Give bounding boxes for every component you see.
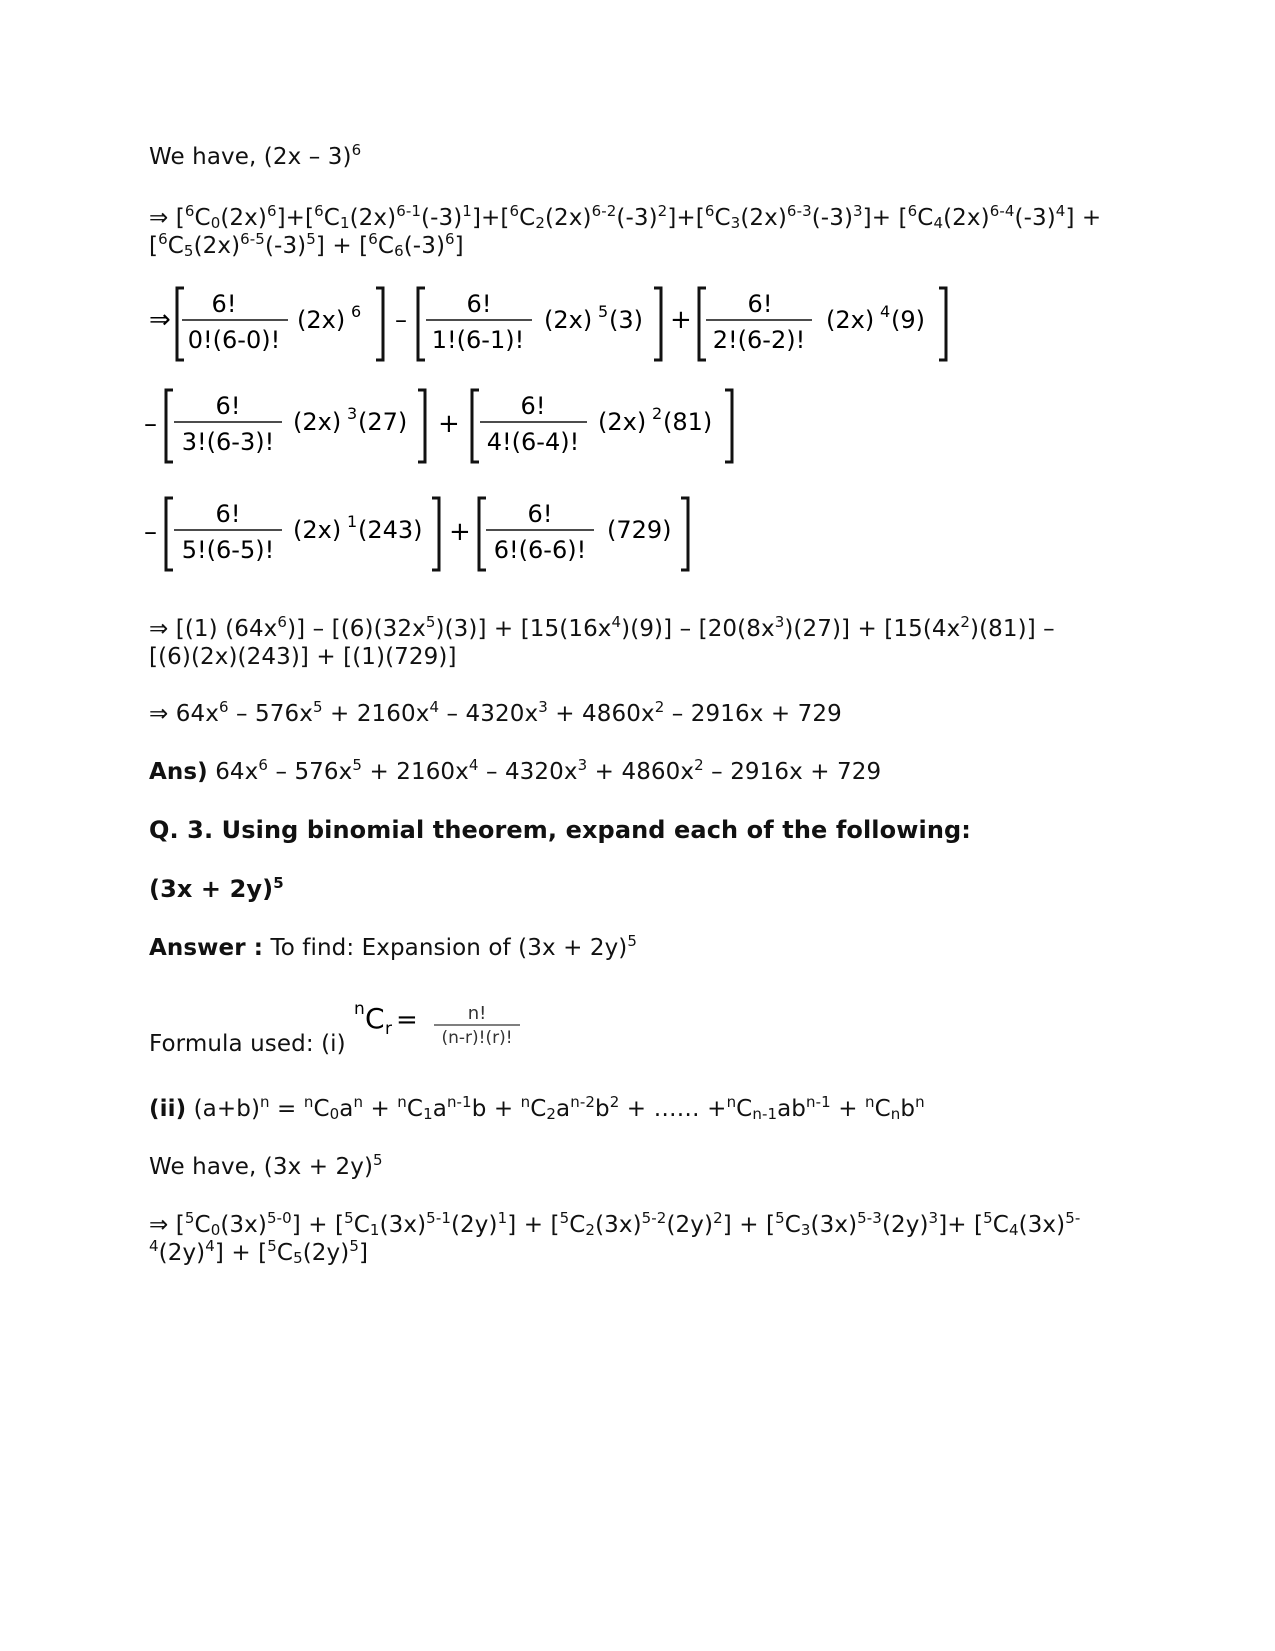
svg-text:(81): (81) bbox=[663, 408, 713, 436]
term4-denominator: 4!(6-4)! bbox=[486, 428, 580, 456]
formula-ii-label: (ii) bbox=[149, 1096, 187, 1122]
implies-symbol: ⇒ bbox=[149, 305, 171, 335]
svg-text:1: 1 bbox=[347, 512, 358, 531]
expansion-general-line-a: ⇒ $[^6C_0(2x)^6]+[^6C_1(2x)^{6-1}(-3)^1]+[^6C_2(2x)^{6-2}(-3)^2]+[^6C_3(2x)^{6-3}(-3)^3]+ [^6C_4(2x)^{6-4}(-3)^4]$ + bbox=[149, 202, 1102, 232]
term1-numerator: 6! bbox=[466, 290, 492, 318]
term6-numerator: 6! bbox=[527, 500, 553, 528]
svg-text:+: + bbox=[449, 517, 471, 547]
svg-text:(243): (243) bbox=[358, 516, 423, 544]
term3-denominator: 3!(6-3)! bbox=[181, 428, 275, 456]
ncr-formula-image bbox=[352, 994, 532, 1062]
term5-numerator: 6! bbox=[215, 500, 241, 528]
svg-text:(3): (3) bbox=[609, 306, 643, 334]
term1-denominator: 1!(6-1)! bbox=[431, 326, 525, 354]
svg-text:–: – bbox=[395, 306, 407, 334]
svg-text:+: + bbox=[670, 305, 692, 335]
svg-text:(2x): (2x) bbox=[544, 306, 593, 334]
svg-text:(2x): (2x) bbox=[598, 408, 647, 436]
svg-text:5: 5 bbox=[598, 302, 609, 321]
term3-numerator: 6! bbox=[215, 392, 241, 420]
factorial-expansion-image bbox=[140, 282, 980, 582]
answer-intro: Answer : To find: Expansion of $(3x + 2y)^5$ bbox=[149, 932, 638, 961]
svg-text:(27): (27) bbox=[358, 408, 408, 436]
svg-text:(9): (9) bbox=[891, 306, 925, 334]
term2-denominator: 2!(6-2)! bbox=[712, 326, 806, 354]
binomial-formula-line: (ii) $(a+b)^n = ^nC_0a^n + ^nC_1a^{n-1}b + ^nC_2a^{n-2}b^2$ + …… $+^nC_{n-1}ab^{n-1} + ^nC_nb^n$ bbox=[149, 1093, 925, 1123]
answer-intro-label: Answer : bbox=[149, 935, 264, 961]
svg-text:n!: n! bbox=[467, 1003, 487, 1024]
term5-denominator: 5!(6-5)! bbox=[181, 536, 275, 564]
svg-text:=: = bbox=[396, 1005, 418, 1035]
svg-text:(n-r)!(r)!: (n-r)!(r)! bbox=[441, 1028, 513, 1048]
svg-text:3: 3 bbox=[347, 404, 358, 423]
term6-denominator: 6!(6-6)! bbox=[493, 536, 587, 564]
answer-label: Ans) bbox=[149, 759, 208, 785]
formula-used-label: Formula used: (i) bbox=[149, 1031, 346, 1057]
term2-numerator: 6! bbox=[747, 290, 773, 318]
term4-numerator: 6! bbox=[520, 392, 546, 420]
expansion-second-line-a: ⇒ $[^5C_0(3x)^{5-0}] + [^5C_1(3x)^{5-1}(2y)^1] + [^5C_2(3x)^{5-2}(2y)^2] + [^5C_3(3x)^{5-3}(2y)^3]+ [^5C_4(3x)^{5-}$ bbox=[149, 1209, 1081, 1239]
expansion-general-line-b: $[^6C_5(2x)^{6-5}(-3)^5] + [^6C_6(-3)^6]$ bbox=[149, 230, 464, 260]
svg-text:+: + bbox=[438, 409, 460, 439]
svg-text:(2x): (2x) bbox=[293, 408, 342, 436]
svg-text:r: r bbox=[385, 1019, 392, 1039]
svg-text:6: 6 bbox=[351, 302, 362, 321]
svg-text:(2x): (2x) bbox=[826, 306, 875, 334]
we-have-line-2: We have, $(3x + 2y)^5$ bbox=[149, 1151, 383, 1180]
expansion-numeric-line-b: [(6)(2x)(243)] + [(1)(729)] bbox=[149, 644, 457, 670]
svg-text:–: – bbox=[144, 517, 157, 547]
we-have-line-1: We have, (2x – 3)$^6$ bbox=[149, 141, 362, 170]
svg-text:n: n bbox=[354, 999, 365, 1019]
question-expression: $(3x + 2y)^5$ bbox=[149, 874, 284, 903]
answer-line: Ans) $64x^6 - 576x^5 + 2160x^4 - 4320x^3 + 4860x^2 - 2916x + 729$ bbox=[149, 756, 882, 785]
svg-text:(2x): (2x) bbox=[293, 516, 342, 544]
svg-text:C: C bbox=[365, 1002, 385, 1035]
svg-text:2: 2 bbox=[652, 404, 663, 423]
svg-text:–: – bbox=[144, 409, 157, 439]
question-heading: Q. 3. Using binomial theorem, expand each of the following: bbox=[149, 816, 971, 844]
expansion-simplified-line: ⇒ $64x^6 - 576x^5 + 2160x^4 - 4320x^3 + 4860x^2 - 2916x + 729$ bbox=[149, 698, 842, 727]
svg-text:(729): (729) bbox=[607, 516, 672, 544]
svg-text:(2x): (2x) bbox=[297, 306, 346, 334]
term0-denominator: 0!(6-0)! bbox=[187, 326, 281, 354]
expansion-second-line-b: $^4(2y)^4] + [^5C_5(2y)^5]$ bbox=[149, 1237, 369, 1267]
expansion-numeric-line-a: ⇒ [(1) $(64x^6)] - [(6)(32x^5)(3)] + [15(16x^4)(9)] - [20(8x^3)(27)] + [15(4x^2)(81)]$ – bbox=[149, 613, 1055, 642]
term0-numerator: 6! bbox=[211, 290, 237, 318]
svg-text:4: 4 bbox=[880, 302, 891, 321]
